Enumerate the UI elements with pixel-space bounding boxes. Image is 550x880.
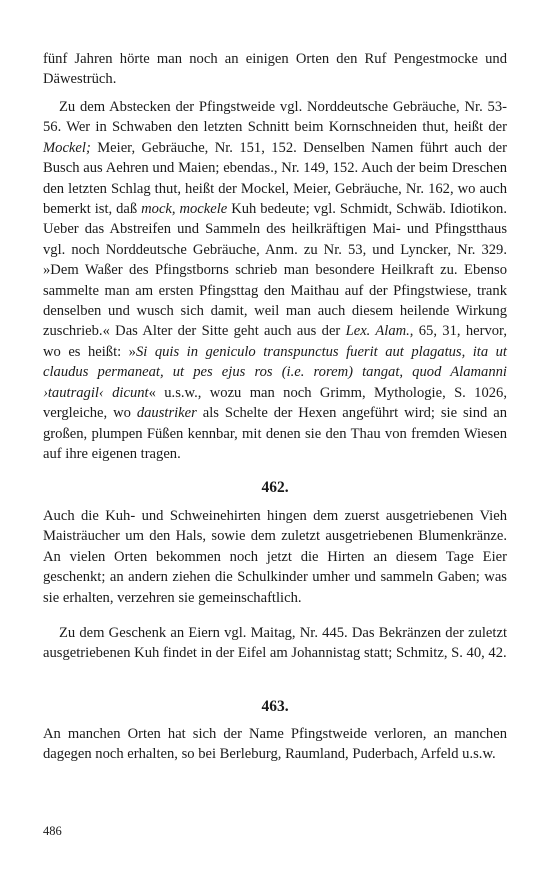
- paragraph-continuation: fünf Jahren hörte man noch an einigen Orten den Ruf Pengestmocke und Däwestrüch.: [43, 51, 507, 88]
- text-run: als Schelte der Hexen angeführt wird; sie sind an großen, plumpen Füßen kennbar, mit denen sie den Thau von fremden Wiesen auf ihre eigenen tragen.: [43, 405, 507, 462]
- italic-text-run: Mockel;: [43, 139, 91, 156]
- section-462-heading-block: [43, 478, 507, 498]
- italic-text-run: mock, mockele: [141, 201, 228, 218]
- notes-paragraph-text: Zu dem Geschenk an Eiern vgl. Maitag, Nr. 445. Das Bekränzen der zuletzt ausgetriebenen Kuh findet in der Eifel am Johannistag statt; Schmitz, S. 40, 42.: [43, 625, 507, 662]
- section-462-main-text: [43, 506, 507, 608]
- italic-text-run: daustriker: [136, 405, 197, 422]
- italic-text-run: Si quis in geniculo transpunctus fuerit aut plagatus, ita ut claudus permaneat, ut pes ejus ros (i.e. rorem) tangat, quod Alamanni ›tautragil‹ dicunt: [43, 343, 507, 401]
- continued-paragraph: [43, 49, 507, 90]
- text-run: 65, 31, hervor, wo es heißt: »: [43, 323, 507, 360]
- text-run: « u.s.w., wozu man noch Grimm, Mythologie, S. 1026, vergleiche, wo: [43, 384, 508, 422]
- text-run: Kuh bedeute; vgl. Schmidt, Schwäb. Idiotikon. Ueber das Abstreifen und Sammeln des heilkräftigen Mai- und Pfingstthaus vgl. noch Norddeutsche Gebräuche, Anm. zu Nr. 53, und Lyncker, Nr. 329. »Dem Waßer des Pfingstborns schrieb man besondere Heilkraft zu. Ebenso sammelte man am ersten Pfingsttag den Maithau auf der Pfingstwiese, trank denselben und wusch sich damit, weil man auch diesem heilende Wirkung zuschrieb.« Das Alter der Sitte geht auch aus der: [43, 201, 507, 340]
- section-462-notes: [43, 623, 507, 664]
- section-463-heading-block: [43, 697, 507, 717]
- section-text: An manchen Orten hat sich der Name Pfingstweide verloren, an manchen dagegen noch erhalten, so bei Berleburg, Raumland, Puderbach, Arfeld u.s.w.: [43, 726, 507, 763]
- italic-text-run: Lex. Alam.,: [345, 323, 414, 340]
- notes-paragraph-1: [43, 97, 507, 464]
- page-number: 486: [43, 824, 62, 838]
- section-463-main-text: [43, 724, 507, 765]
- section-heading: 462.: [261, 479, 289, 496]
- section-heading: 463.: [261, 698, 289, 715]
- notes-paragraph-text: [43, 97, 507, 464]
- text-run: Zu dem Abstecken der Pfingstweide vgl. Norddeutsche Gebräuche, Nr. 53-56. Wer in Schwaben den letzten Schnitt beim Kornschneiden thut, heißt der: [43, 99, 507, 136]
- section-text: Auch die Kuh- und Schweinehirten hingen dem zuerst ausgetriebenen Vieh Maisträucher um den Hals, sowie dem zuletzt ausgetriebenen Blumenkränze. An vielen Orten bekommen noch jetzt die Hirten an diesem Tage Eier geschenkt; an andern ziehen die Schulkinder umher und sammeln Gaben; was sie erhalten, verzehren sie gemeinschaftlich.: [43, 508, 507, 606]
- text-run: Meier, Gebräuche, Nr. 151, 152. Denselben Namen führt auch der Busch aus Aehren und Maien; ebendas., Nr. 149, 152. Auch der beim Dreschen den letzten Schlag thut, heißt der Mockel, Meier, Gebräuche, Nr. 162, wo auch bemerkt ist, daß: [43, 139, 507, 218]
